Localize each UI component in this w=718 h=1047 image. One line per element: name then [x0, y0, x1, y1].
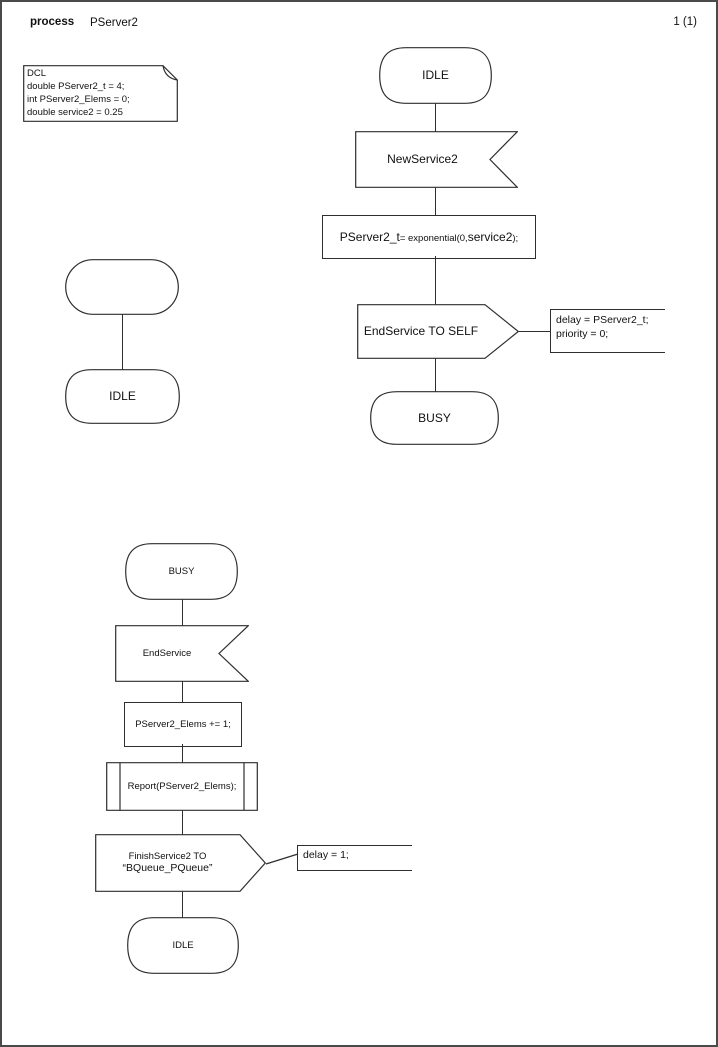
output-symbol-finishservice2[interactable] [95, 834, 266, 892]
output-symbol-endservice-self[interactable] [357, 304, 519, 359]
state-label: BUSY [418, 410, 451, 425]
task-text-small: ); [512, 233, 519, 244]
input-symbol-newservice2[interactable] [355, 131, 518, 188]
procedure-label: Report(PServer2_Elems); [127, 780, 237, 792]
task-symbol-set-service-time[interactable] [322, 215, 536, 259]
input-symbol-endservice[interactable] [115, 625, 249, 682]
flow-line [182, 599, 183, 626]
output-label-line2: “BQueue_PQueue” [122, 862, 213, 875]
state-symbol-idle-next[interactable] [127, 917, 239, 974]
dcl-text-symbol[interactable] [23, 65, 178, 122]
dcl-line: DCL [27, 68, 47, 79]
output-label-line1: FinishService2 TO [128, 850, 207, 862]
procedure-call-symbol-report[interactable] [106, 762, 258, 811]
flow-line [122, 314, 123, 370]
state-label: BUSY [168, 565, 195, 577]
comment-symbol-delay[interactable] [297, 845, 412, 871]
task-text-large: service2 [467, 230, 513, 244]
output-label: EndService TO SELF [363, 324, 479, 338]
start-shape [65, 259, 179, 315]
state-label: IDLE [109, 389, 136, 403]
state-label: IDLE [172, 939, 194, 951]
flow-line [435, 358, 436, 392]
dcl-line: double service2 = 0.25 [27, 107, 123, 118]
dcl-line: int PServer2_Elems = 0; [27, 94, 130, 105]
comment-line: delay = PServer2_t; [556, 314, 649, 326]
flow-line [182, 681, 183, 703]
state-symbol-busy[interactable] [125, 543, 238, 600]
process-name: PServer2 [90, 17, 138, 29]
comment-line: priority = 0; [556, 328, 609, 340]
comment-connector [519, 331, 550, 332]
flow-line [435, 103, 436, 132]
comment-line: delay = 1; [303, 849, 349, 861]
input-label: NewService2 [387, 152, 458, 166]
dcl-declarations [23, 65, 178, 122]
task-label: PServer2_Elems += 1; [135, 719, 231, 730]
comment-symbol-delay-priority[interactable] [550, 309, 665, 353]
flow-line [182, 891, 183, 918]
state-symbol-busy-next[interactable] [370, 391, 499, 445]
page-number: 1 (1) [673, 16, 697, 28]
dcl-line: double PServer2_t = 4; [27, 81, 125, 92]
task-text-large: PServer2_t [339, 230, 400, 244]
start-symbol[interactable] [65, 259, 179, 315]
task-symbol-increment-elems[interactable] [124, 702, 242, 747]
task-label [340, 230, 518, 244]
task-text-small: = exponential(0, [399, 233, 468, 244]
flow-line [435, 256, 436, 305]
comment-connector [262, 847, 302, 867]
flow-line [182, 810, 183, 835]
flow-line [435, 187, 436, 216]
input-label: EndService [142, 647, 192, 659]
output-label [95, 834, 240, 892]
flow-line [182, 744, 183, 763]
process-keyword: process [30, 16, 75, 28]
state-symbol-idle[interactable] [379, 47, 492, 104]
state-label: IDLE [422, 68, 449, 82]
state-symbol-idle-initial[interactable] [65, 369, 180, 424]
